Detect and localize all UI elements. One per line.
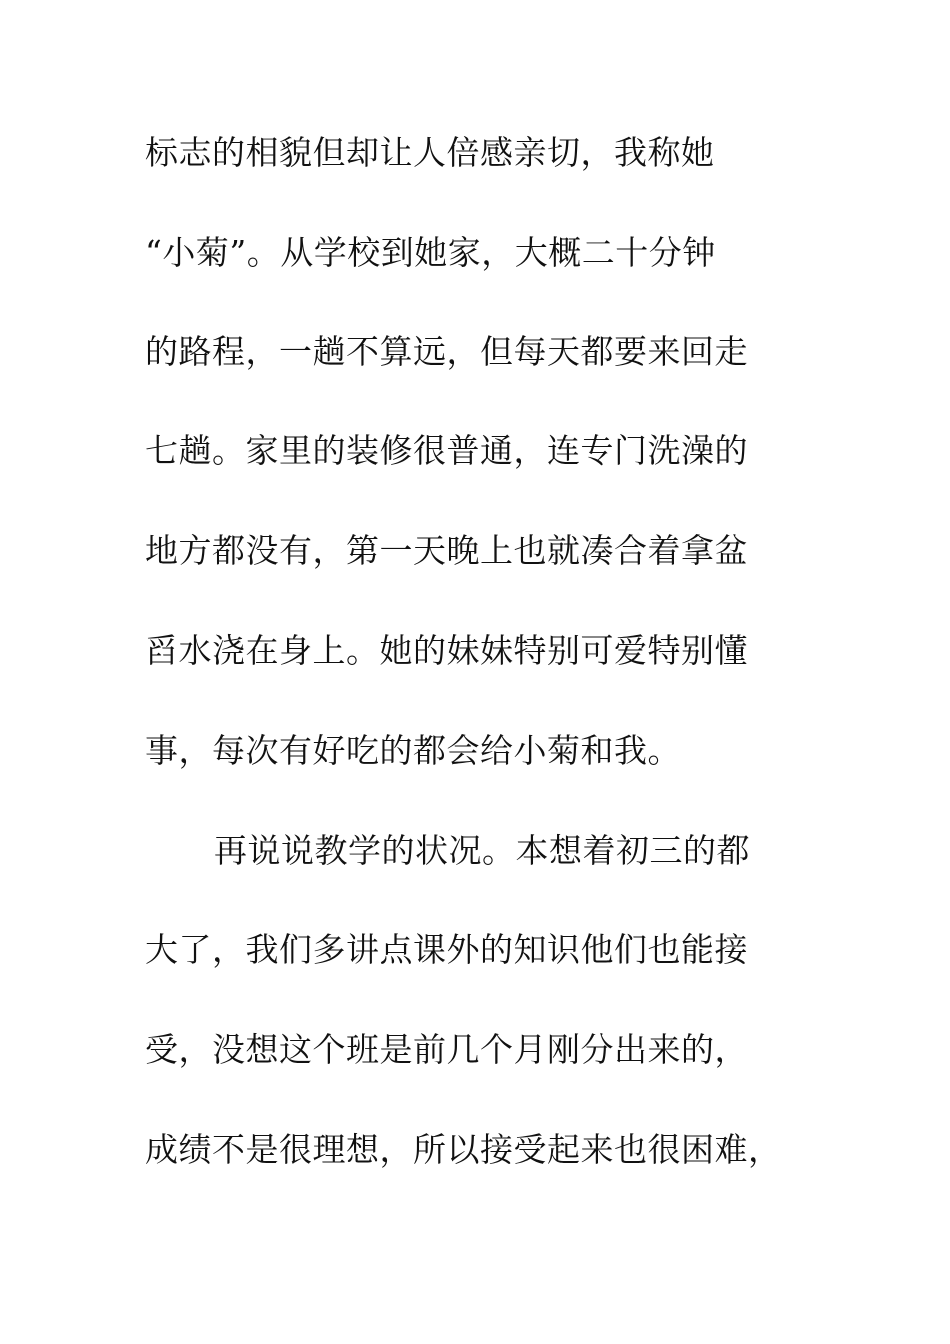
text-line-7: 事，每次有好吃的都会给小菊和我。 <box>145 731 681 770</box>
text-line-10: 受，没想这个班是前几个月刚分出来的， <box>145 1030 748 1069</box>
text-line-4: 七趟。家里的装修很普通，连专门洗澡的 <box>145 431 748 470</box>
text-line-6: 舀水浇在身上。她的妹妹特别可爱特别懂 <box>145 631 748 670</box>
text-line-3: 的路程，一趟不算远，但每天都要来回走 <box>145 332 748 371</box>
text-line-5: 地方都没有，第一天晚上也就凑合着拿盆 <box>145 531 748 570</box>
paragraph-start-line: 再说说教学的状况。本想着初三的都 <box>214 831 750 870</box>
text-line-1: 标志的相貌但却让人倍感亲切，我称她 <box>145 133 715 172</box>
text-line-11: 成绩不是很理想，所以接受起来也很困难， <box>145 1130 782 1169</box>
text-line-9: 大了，我们多讲点课外的知识他们也能接 <box>145 930 748 969</box>
text-line-2: “小菊”。从学校到她家，大概二十分钟 <box>145 233 716 272</box>
